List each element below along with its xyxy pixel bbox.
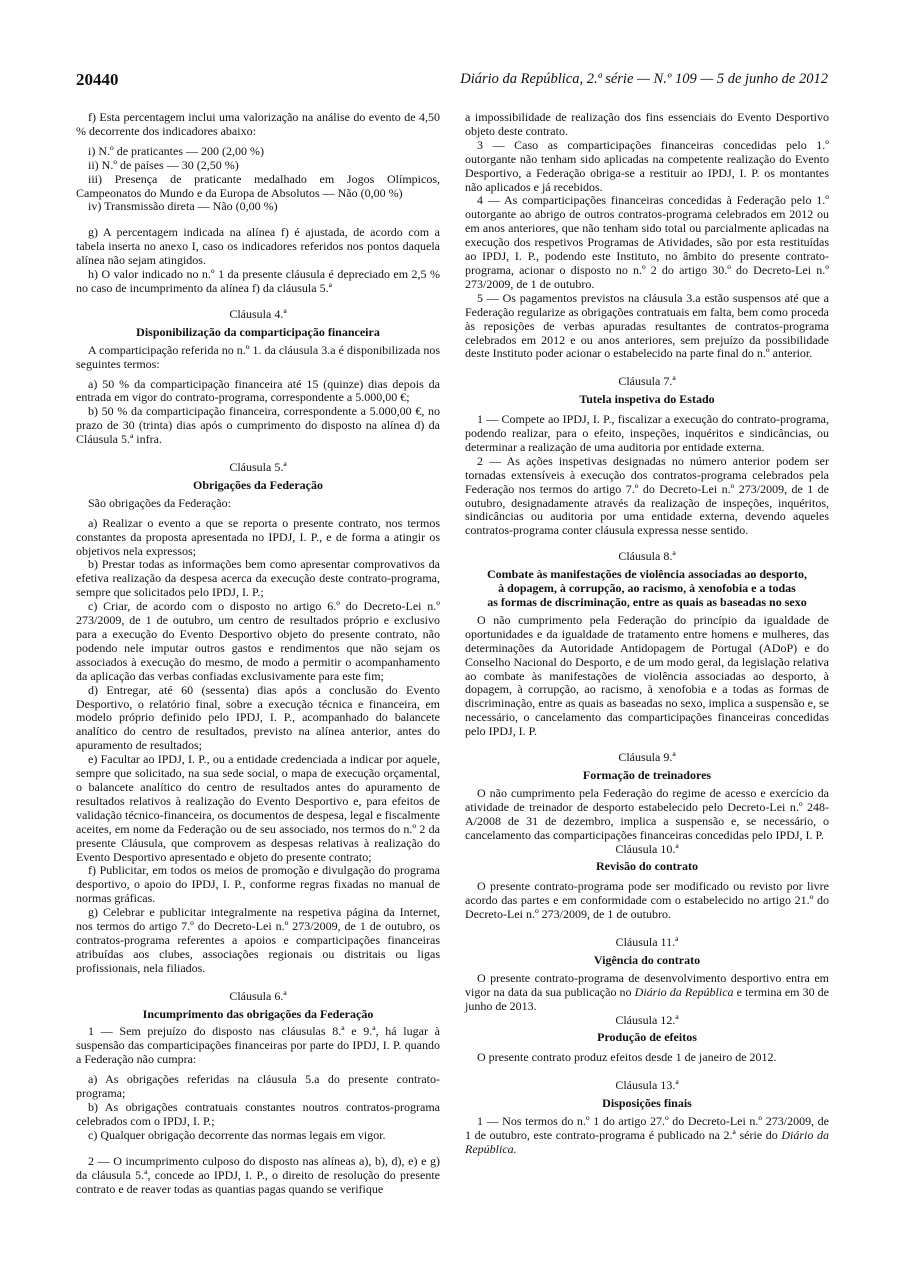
- clause-heading: Disposições finais: [602, 1096, 692, 1111]
- paragraph: 3 — Caso as comparticipações financeiras concedidas pelo 1.º outorgante não tenham sido aplicadas na competente realização do Evento Desportivo, a Federação obriga-se a restituir ao IPDJ, I. P. os montantes não aplicados e já recebidos.: [465, 137, 829, 194]
- clause-heading: à dopagem, à corrupção, ao racismo, à xenofobia e a todas: [498, 581, 796, 596]
- paragraph: a impossibilidade de realização dos fins essenciais do Evento Desportivo objeto deste contrato.: [465, 110, 829, 138]
- paragraph: a) 50 % da comparticipação financeira até 15 (quinze) dias depois da entrada em vigor do contrato-programa, correspondente a 5.000,00 €;: [76, 376, 440, 405]
- clause-title: Cláusula 7.ª: [618, 374, 676, 389]
- clause-title: Cláusula 5.ª: [229, 460, 287, 475]
- journal-title: Diário da República, 2.ª série — N.º 109 — 5 de junho de 2012: [460, 71, 828, 87]
- paragraph: 5 — Os pagamentos previstos na cláusula 3.a estão suspensos até que a Federação regularize as obrigações contratuais em falta, bem como proceda às reposições de verbas apuradas resultantes de contratos-programa celebrados em 2012 e ou anos anteriores, sem prejuízo da possibilidade deste Instituto poder acionar o estabelecido na parte final do n.º anterior.: [465, 290, 829, 361]
- list-item: iv) Transmissão direta — Não (0,00 %): [88, 199, 278, 214]
- clause-title: Cláusula 9.ª: [618, 750, 676, 765]
- paragraph: c) Qualquer obrigação decorrente das normas legais em vigor.: [88, 1127, 386, 1142]
- paragraph: [465, 972, 829, 1014]
- clause-heading: Disponibilização da comparticipação financeira: [136, 324, 380, 339]
- paragraph: g) Celebrar e publicitar integralmente na respetiva página da Internet, nos termos do artigo 7.º do Decreto-Lei n.º 273/2009, de 1 de outubro, os contratos-programa referentes a apoios e comparticipações financeiras atribuídas aos clubes, associações regionais ou distritais ou ligas profissionais, nela filiados.: [76, 905, 440, 975]
- paragraph: b) Prestar todas as informações bem como apresentar comprovativos da efetiva realização da despesa acerca da execução deste contrato-programa, sempre que solicitados pelo IPDJ, I. P.;: [76, 557, 440, 600]
- clause-heading: Tutela inspetiva do Estado: [579, 392, 715, 407]
- paragraph: 1 — Compete ao IPDJ, I. P., fiscalizar a execução do contrato-programa, podendo realizar, para o efeito, inspeções, inquéritos e sindicâncias, ou determinar a realização de uma auditoria por entidade externa.: [465, 412, 829, 454]
- clause-title: Cláusula 13.ª: [615, 1078, 679, 1093]
- paragraph: A comparticipação referida no n.º 1. da cláusula 3.a é disponibilizada nos seguintes termos:: [76, 342, 440, 371]
- clause-title: Cláusula 11.ª: [615, 935, 679, 950]
- right-column: [465, 111, 829, 1157]
- text-run: O presente contrato-programa de desenvolvimento desportivo entra em vigor na data da sua publicação no: [465, 970, 829, 999]
- paragraph: a) As obrigações referidas na cláusula 5.a do presente contrato-programa;: [76, 1072, 440, 1101]
- list-item: iii) Presença de praticante medalhado em Jogos Olímpicos, Campeonatos do Mundo e da Europa de Absolutos — Não (0,00 %): [76, 171, 440, 200]
- page-header: [76, 70, 828, 94]
- clause-heading: Combate às manifestações de violência associadas ao desporto,: [487, 567, 807, 582]
- paragraph: c) Criar, de acordo com o disposto no artigo 6.º do Decreto-Lei n.º 273/2009, de 1 de outubro, um centro de resultados próprio e exclusivo para a execução do Evento Desportivo objeto do presente contrato, não podendo nele imputar outros gastos e rendimentos que não sejam os associados à execução do mesmo, de modo a permitir o acompanhamento da aplicação das verbas confiadas exclusivamente para este fim;: [76, 599, 440, 683]
- paragraph: b) As obrigações contratuais constantes noutros contratos-programa celebrados com o IPDJ, I. P.;: [76, 1100, 440, 1128]
- paragraph: h) O valor indicado no n.º 1 da presente cláusula é depreciado em 2,5 % no caso de incumprimento da alínea f) da cláusula 5.ª: [76, 267, 440, 295]
- paragraph: g) A percentagem indicada na alínea f) é ajustada, de acordo com a tabela inserta no anexo I, caso os indicadores referidos nos pontos daquela alínea não sejam atingidos.: [76, 225, 440, 268]
- paragraph: e) Facultar ao IPDJ, I. P., ou a entidade credenciada a indicar por aquele, sempre que solicitado, na sua sede social, o mapa de execução orçamental, o balancete analítico do centro de resultados antes do apuramento de resultados relativos à realização do Evento Desportivo e, para efeitos de validação técnico-financeira, os documentos de despesa, legal e fiscalmente aceites, em nome da Federação ou de seu associado, nos termos do n.º 2 da presente Cláusula, que comprovem as despesas relativas à realização do Evento Desportivo apresentado e objeto do presente contrato;: [76, 752, 440, 864]
- paragraph: O não cumprimento pela Federação do regime de acesso e exercício da atividade de treinador de desporto estabelecido pelo Decreto-Lei n.º 248-A/2008 de 31 de dezembro, implica a suspensão e, se necessário, o cancelamento das comparticipações financeiras concedidas pelo IPDJ, I. P.: [465, 785, 829, 842]
- clause-heading: Incumprimento das obrigações da Federação: [142, 1006, 374, 1021]
- clause-title: Cláusula 8.ª: [618, 549, 676, 564]
- list-item: i) N.º de praticantes — 200 (2,00 %): [88, 143, 265, 158]
- paragraph: 2 — As ações inspetivas designadas no número anterior podem ser tornadas extensíveis à execução dos contratos-programa celebrados pela Federação nos termos do artigo 7.º do Decreto-Lei n.º 273/2009, de 1 de outubro, designadamente através da realização de inspeções, inquéritos, sindicâncias ou auditoria por uma entidade externa, devendo aqueles contratos-programa conter cláusula expressa nesse sentido.: [465, 453, 829, 538]
- clause-heading: Produção de efeitos: [597, 1030, 697, 1045]
- paragraph: f) Esta percentagem inclui uma valorização na análise do evento de 4,50 % decorrente dos indicadores abaixo:: [76, 110, 440, 138]
- page-number: 20440: [76, 70, 119, 89]
- clause-heading: Obrigações da Federação: [193, 477, 323, 492]
- paragraph: f) Publicitar, em todos os meios de promoção e divulgação do programa desportivo, o apoio do IPDJ, I. P., conforme regras fixadas no manual de normas gráficas.: [76, 863, 440, 906]
- clause-title: Cláusula 10.ª: [615, 841, 679, 856]
- paragraph: 1 — Sem prejuízo do disposto nas cláusulas 8.ª e 9.ª, há lugar à suspensão das comparticipações financeiras por parte do IPDJ, I. P. quando a Federação não cumpra:: [76, 1024, 440, 1067]
- clause-title: Cláusula 4.ª: [229, 306, 287, 321]
- clause-title: Cláusula 12.ª: [615, 1012, 679, 1027]
- clause-title: Cláusula 6.ª: [229, 988, 287, 1003]
- journal-name: Diário da República: [634, 984, 734, 999]
- clause-heading: Revisão do contrato: [596, 859, 698, 874]
- clause-heading: Vigência do contrato: [593, 952, 701, 967]
- text-run: e termina em 30 de junho de 2013.: [465, 984, 830, 1013]
- clause-heading: as formas de discriminação, entre as quais as baseadas no sexo: [487, 595, 807, 609]
- list-item: ii) N.º de países — 30 (2,50 %): [88, 157, 239, 172]
- paragraph: [465, 1115, 829, 1157]
- paragraph: d) Entregar, até 60 (sessenta) dias após a conclusão do Evento Desportivo, o relatório final, sobre a execução técnica e financeira, em modelo próprio definido pelo IPDJ, I. P., acompanhado do balancete analítico do centro de resultados, previsto na alínea anterior, antes do apuramento de resultados;: [76, 682, 440, 753]
- left-column: [76, 111, 440, 1196]
- clause-heading: Formação de treinadores: [582, 767, 712, 782]
- paragraph: São obrigações da Federação:: [88, 495, 231, 510]
- journal-name: Diário da República.: [465, 1128, 829, 1156]
- text-run: 1 — Nos termos do n.º 1 do artigo 27.º do Decreto-Lei n.º 273/2009, de 1 de outubro, este contrato-programa é publicado na 2.ª série do: [465, 1114, 829, 1142]
- paragraph: a) Realizar o evento a que se reporta o presente contrato, nos termos constantes da proposta apresentada no IPDJ, I. P., e de forma a atingir os objetivos nela expressos;: [76, 515, 440, 558]
- paragraph: b) 50 % da comparticipação financeira, correspondente a 5.000,00 €, no prazo de 30 (trinta) dias após o cumprimento do disposto na alínea d) da Cláusula 5.ª infra.: [76, 404, 440, 447]
- paragraph: O presente contrato-programa pode ser modificado ou revisto por livre acordo das partes e em conformidade com o estabelecido no artigo 21.º do Decreto-Lei n.º 273/2009, de 1 de outubro.: [465, 879, 829, 922]
- paragraph: 2 — O incumprimento culposo do disposto nas alíneas a), b), d), e) e g) da cláusula 5.ª, concede ao IPDJ, I. P., o direito de resolução do presente contrato e de reaver todas as quantias pagas quando se verifique: [76, 1153, 440, 1196]
- paragraph: 4 — As comparticipações financeiras concedidas à Federação pelo 1.º outorgante ao abrigo de outros contratos-programa celebrados em 2012 ou em anos anteriores, que não tenham sido total ou parcialmente aplicadas na execução dos respetivos Programas de Atividades, são por esta restituídas ao IPDJ, I. P., podendo este Instituto, no âmbito do presente contrato-programa, acionar o disposto no n.º 2 do artigo 30.º do Decreto-Lei n.º 273/2009, de 1 de outubro.: [465, 193, 829, 291]
- paragraph: O presente contrato produz efeitos desde 1 de janeiro de 2012.: [477, 1050, 777, 1065]
- paragraph: O não cumprimento pela Federação do princípio da igualdade de oportunidades e da igualdade de tratamento entre homens e mulheres, das determinações da Autoridade Antidopagem de Portugal (ADoP) e do Conselho Nacional do Desporto, e de um modo geral, da legislação relativa ao combate às manifestações de violência associadas ao desporto, à dopagem, à corrupção, ao racismo, à xenofobia e a todas as formas de discriminação, entre as quais as baseadas no sexo, implica a suspensão e, se necessário, o cancelamento das comparticipações financeiras concedidas pelo IPDJ, I. P.: [465, 612, 829, 739]
